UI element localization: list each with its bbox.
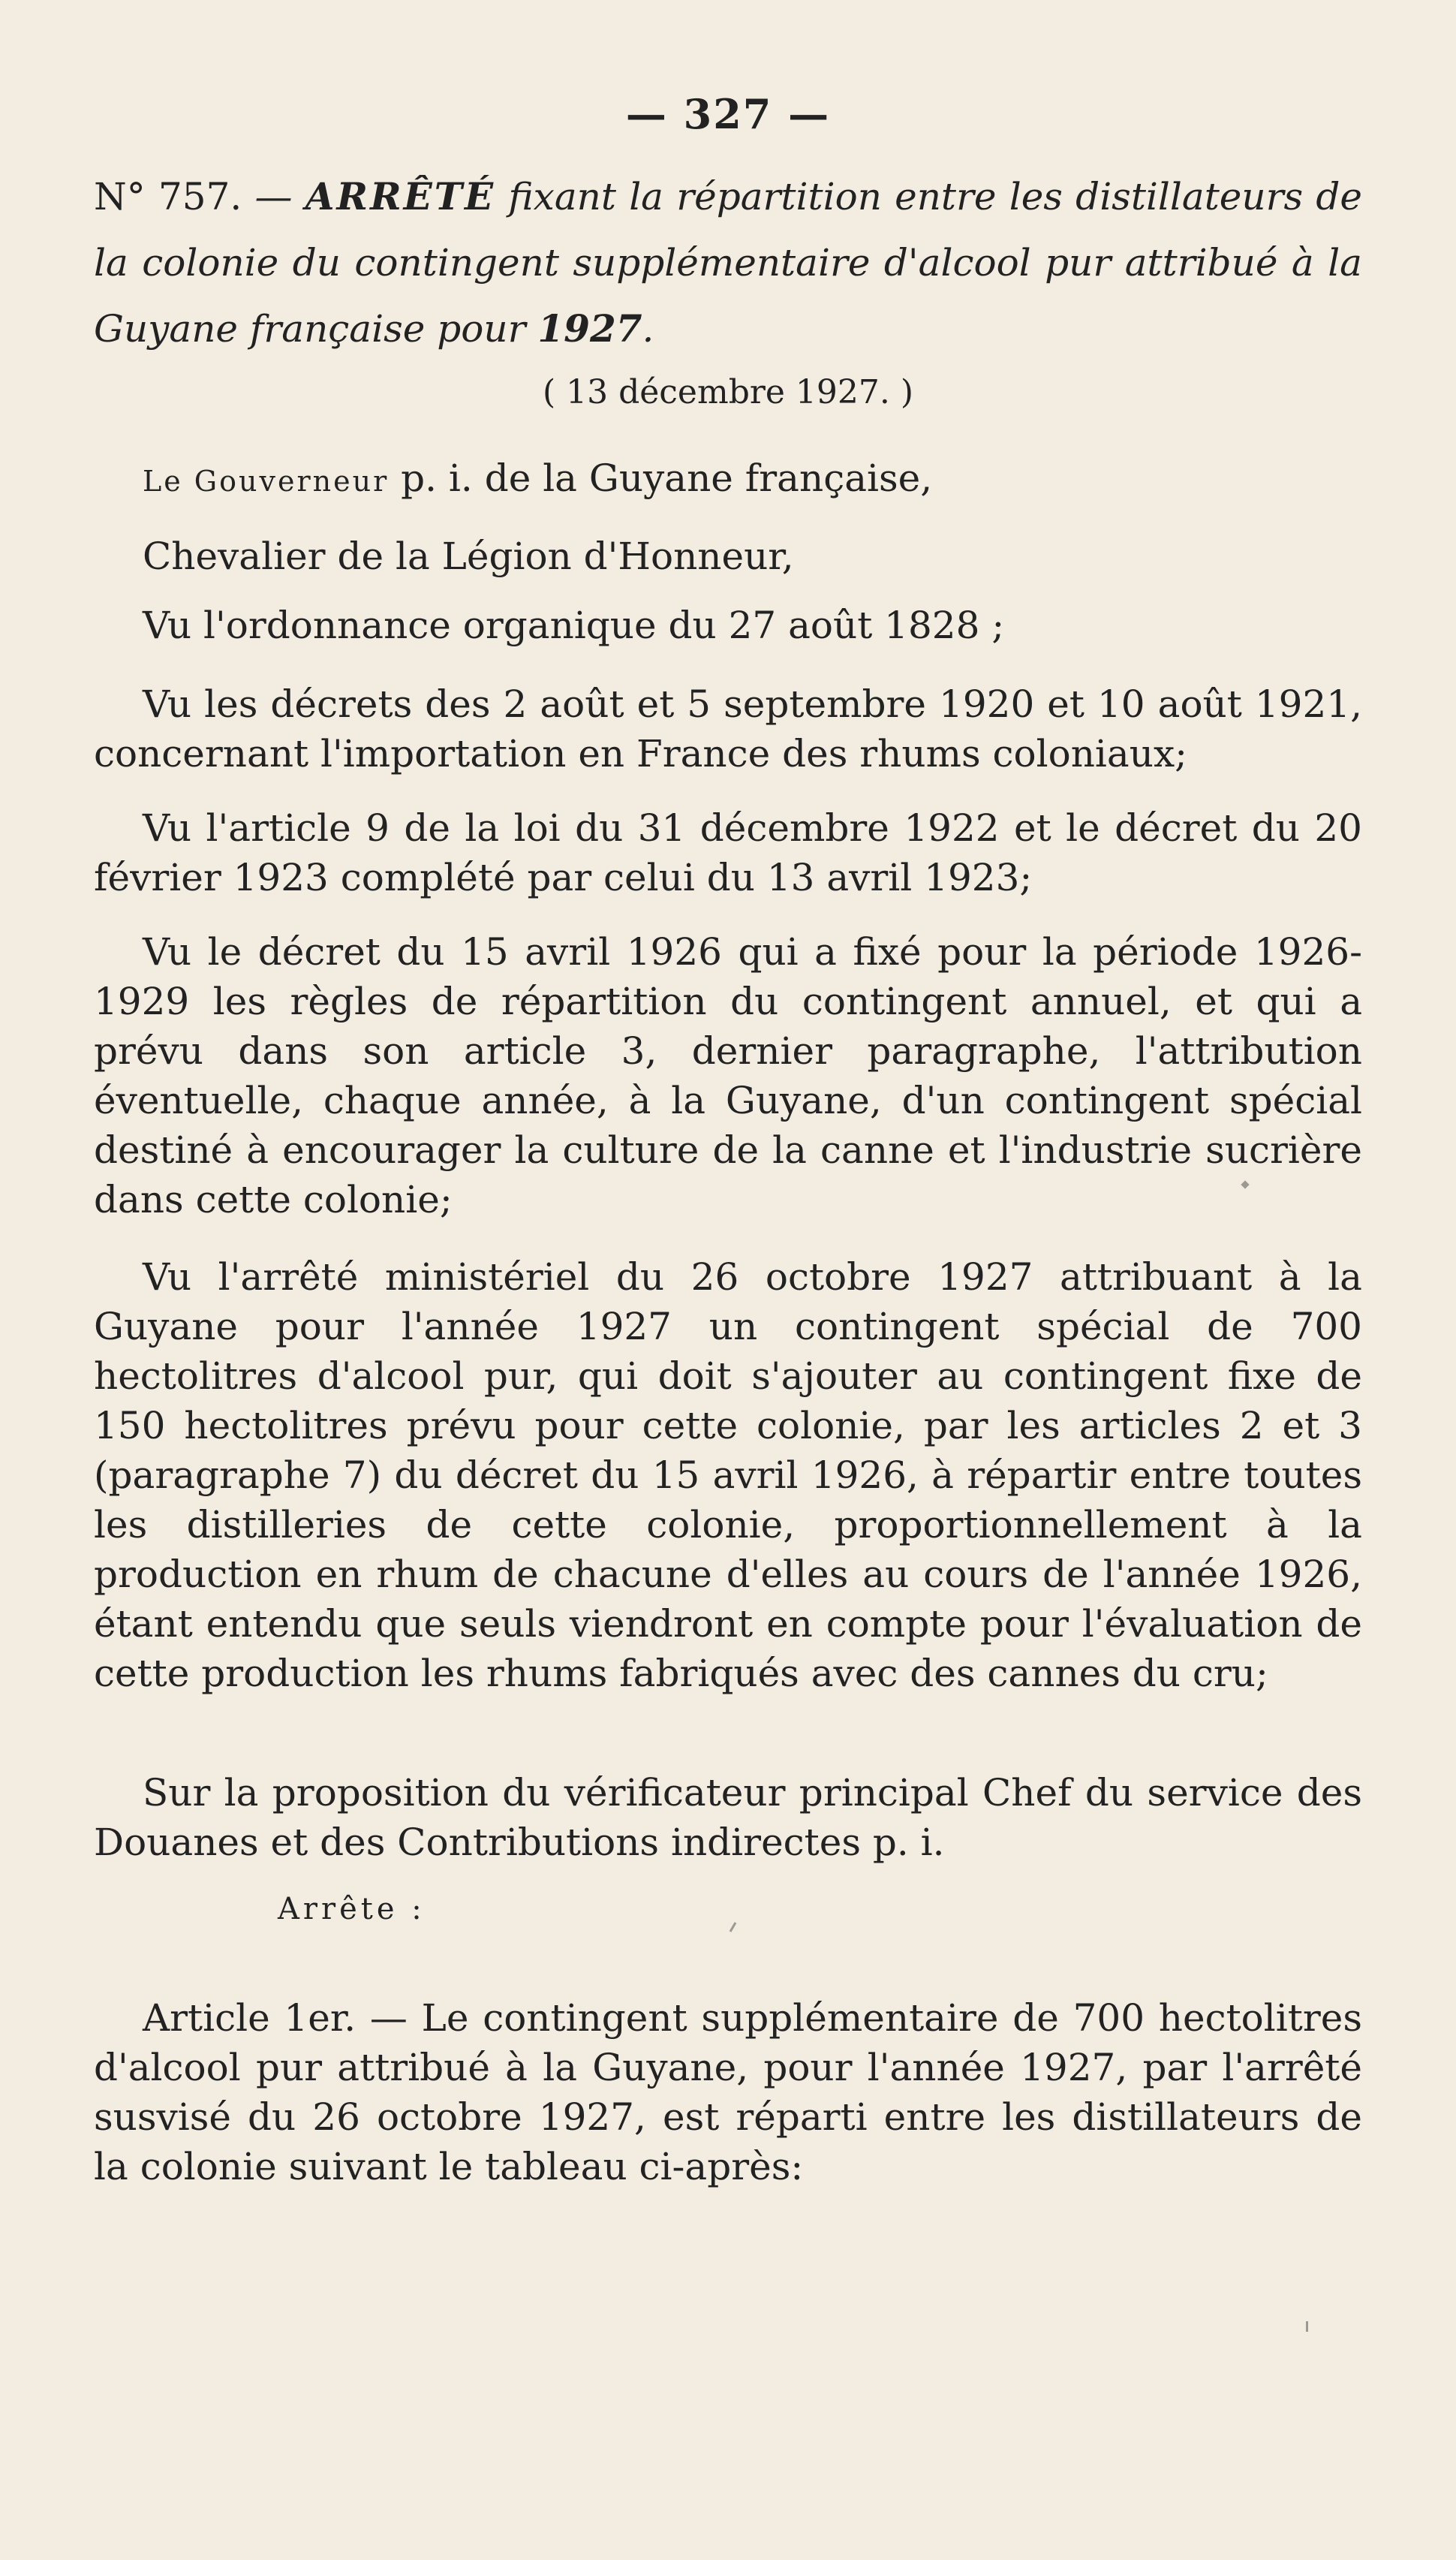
- decree-subject: fixant la répartition entre les distillateurs de la colonie du contingent supplémentaire d'alcool pur attribué à la Guyane française pour: [94, 175, 1362, 351]
- paragraph-chevalier: Chevalier de la Légion d'Honneur,: [143, 535, 794, 578]
- governor-line: [94, 453, 1362, 506]
- print-speck: [730, 1922, 737, 1932]
- page-number: — 327 —: [625, 90, 831, 138]
- decree-number: N° 757.: [94, 175, 242, 218]
- decree-date: ( 13 décembre 1927. ): [542, 373, 914, 411]
- print-speck: [1306, 2321, 1308, 2332]
- arrete-label: Arrête :: [278, 1892, 426, 1926]
- decree-year: 1927: [537, 306, 642, 351]
- paragraph-vu-decrets: Vu les décrets des 2 août et 5 septembre 1920 et 10 août 1921, concernant l'importation en France des rhums coloniaux;: [94, 682, 1362, 776]
- paragraph-vu-decret-1926: Vu le décret du 15 avril 1926 qui a fixé pour la période 1926-1929 les règles de répartition du contingent annuel, et qui a prévu dans son article 3, dernier paragraphe, l'attribution éventuelle, chaque année, à la Guyane, d'un contingent spécial destiné à encourager la culture de la canne et l'industrie sucrière dans cette colonie;: [94, 930, 1362, 1221]
- governor-rest: p. i. de la Guyane française,: [389, 456, 933, 500]
- paragraph-vu-article: Vu l'article 9 de la loi du 31 décembre 1922 et le décret du 20 février 1923 complété par celui du 13 avril 1923;: [94, 806, 1362, 899]
- governor-title: Le Gouverneur: [143, 465, 390, 498]
- decree-heading: [94, 164, 1362, 362]
- paragraph-article-1: Article 1er. — Le contingent supplémentaire de 700 hectolitres d'alcool pur attribué à la Guyane, pour l'année 1927, par l'arrêté susvisé du 26 octobre 1927, est réparti entre les distillateurs de la colonie suivant le tableau ci-après:: [94, 1996, 1362, 2188]
- paragraph-vu-arrete: Vu l'arrêté ministériel du 26 octobre 1927 attribuant à la Guyane pour l'année 1927 un contingent spécial de 700 hectolitres d'alcool pur, qui doit s'ajouter au contingent fixe de 150 hectolitres prévu pour cette colonie, par les articles 2 et 3 (paragraphe 7) du décret du 15 avril 1926, à répartir entre toutes les distilleries de cette colonie, proportionnellement à la production en rhum de chacune d'elles au cours de l'année 1926, étant entendu que seuls viendront en compte pour l'évaluation de cette production les rhums fabriqués avec des cannes du cru;: [94, 1255, 1362, 1695]
- decree-keyword: ARRÊTÉ: [305, 174, 496, 218]
- paragraph-sur-proposition: Sur la proposition du vérificateur principal Chef du service des Douanes et des Contributions indirectes p. i.: [94, 1771, 1362, 1864]
- heading-end: .: [642, 307, 654, 351]
- heading-dash: —: [242, 175, 305, 218]
- paragraph-vu-ordonnance: Vu l'ordonnance organique du 27 août 1828 ;: [143, 604, 1005, 647]
